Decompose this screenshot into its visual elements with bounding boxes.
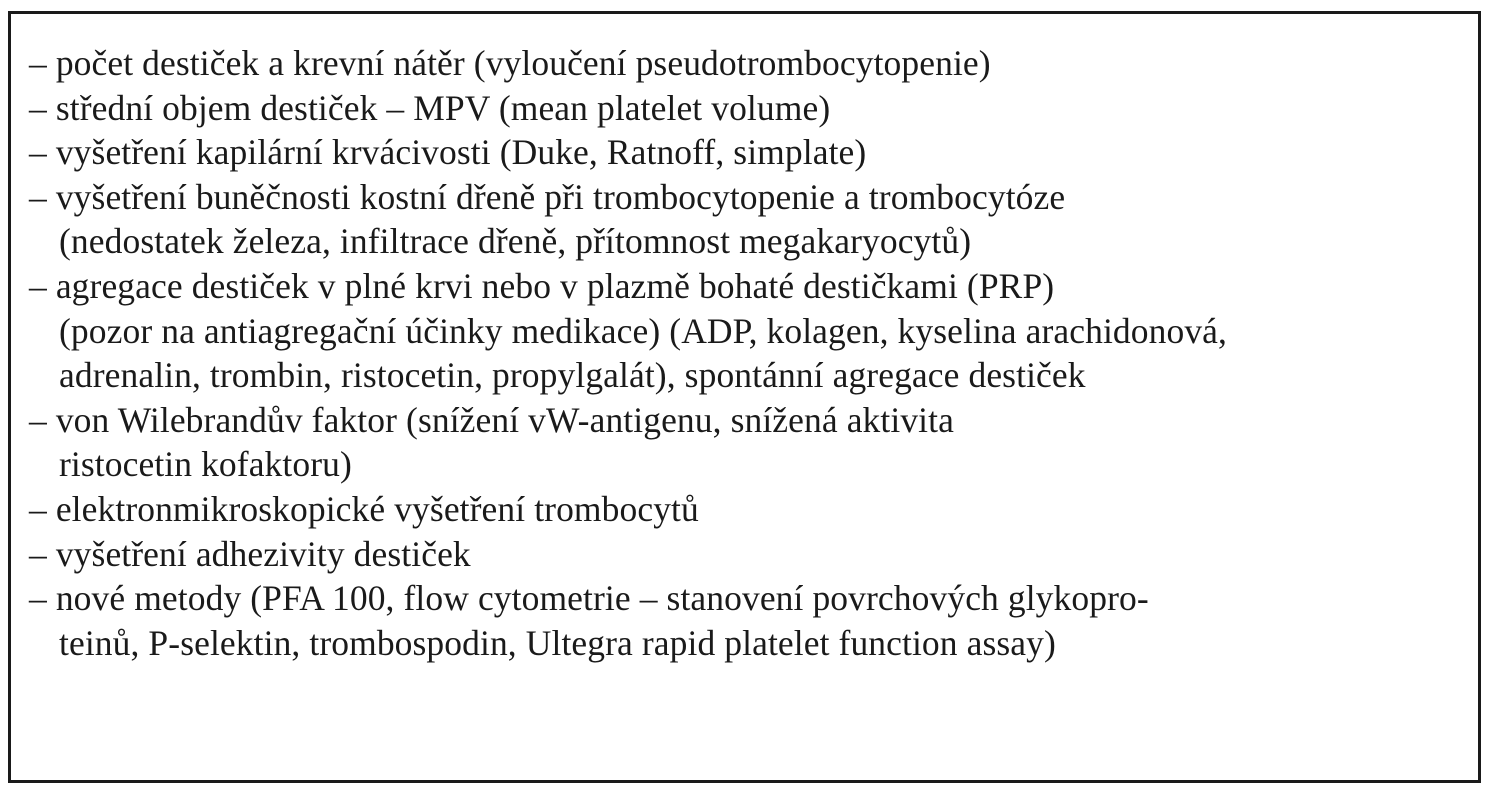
list-item-line: – vyšetření kapilární krvácivosti (Duke, Ratnoff, simplate): [29, 132, 867, 173]
list-item: [29, 175, 1469, 264]
list-item: [29, 41, 1469, 86]
list-item-line-continued: adrenalin, trombin, ristocetin, propylgalát), spontánní agregace destiček: [59, 355, 1086, 396]
list-item-line-continued: (nedostatek železa, infiltrace dřeně, přítomnost megakaryocytů): [59, 221, 972, 262]
list-item-line-continued: (pozor na antiagregační účinky medikace) (ADP, kolagen, kyselina arachidonová,: [59, 310, 1228, 351]
list-item: [29, 398, 1469, 487]
list-item-line-continued: ristocetin kofaktoru): [59, 444, 352, 485]
list-item-line: – agregace destiček v plné krvi nebo v plazmě bohaté destičkami (PRP): [29, 265, 1055, 306]
list-item-line: – střední objem destiček – MPV (mean platelet volume): [29, 87, 831, 128]
list-item-line: – vyšetření buněčnosti kostní dřeně při trombocytopenie a trombocytóze: [29, 176, 1066, 217]
list-item: [29, 576, 1469, 665]
list-item: [29, 264, 1469, 398]
table-frame: [8, 11, 1481, 783]
list-item: [29, 532, 1469, 577]
list-item-line: – nové metody (PFA 100, flow cytometrie – stanovení povrchových glykopro-: [29, 578, 1149, 619]
list-item: [29, 487, 1469, 532]
test-list: [29, 41, 1469, 665]
list-item-line: – von Wilebrandův faktor (snížení vW-antigenu, snížená aktivita: [29, 399, 954, 440]
list-item: [29, 130, 1469, 175]
list-item-line: – počet destiček a krevní nátěr (vyloučení pseudotrombocytopenie): [29, 43, 991, 83]
list-item: [29, 86, 1469, 131]
list-item-line: – elektronmikroskopické vyšetření trombocytů: [29, 488, 699, 529]
list-item-line-continued: teinů, P-selektin, trombospodin, Ultegra rapid platelet function assay): [59, 622, 1056, 663]
list-item-line: – vyšetření adhezivity destiček: [29, 533, 471, 574]
